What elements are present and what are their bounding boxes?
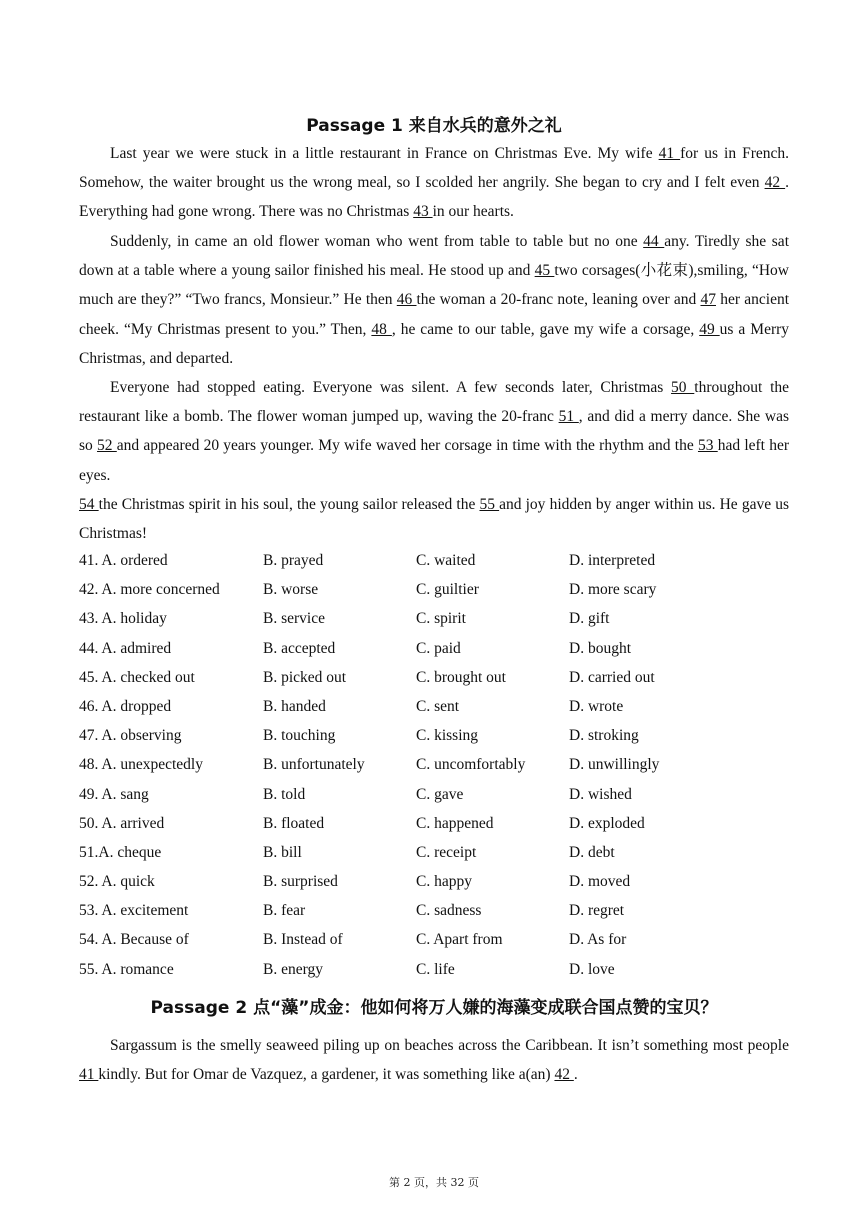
option-choice-c: C. brought out <box>416 668 506 686</box>
passage-text: any. Tiredly she sat down at a table where a young sailor finished his meal. He stood up and <box>79 233 789 280</box>
option-choice-c: C. paid <box>416 639 461 657</box>
blank-number: 55 <box>479 496 500 513</box>
option-row <box>79 637 789 666</box>
passage-text: kindly. But for Omar de Vazquez, a gardener, it was something like a(an) <box>98 1066 555 1084</box>
option-choice-b: B. unfortunately <box>263 756 365 774</box>
option-choice-a: 41. A. ordered <box>79 552 168 569</box>
blank-number: 42 <box>764 174 786 192</box>
option-choice-b: B. Instead of <box>263 931 343 949</box>
option-row <box>79 841 789 870</box>
option-row <box>79 783 789 812</box>
option-choice-a: 46. A. dropped <box>79 697 172 715</box>
option-choice-a: 52. A. quick <box>79 873 155 891</box>
option-choice-b: B. prayed <box>263 552 324 569</box>
passage-text: Everyone had stopped eating. Everyone was silent. A few seconds later, Christmas <box>110 379 672 396</box>
option-choice-d: D. wished <box>569 785 632 803</box>
option-choice-a: 55. A. romance <box>79 960 174 978</box>
option-choice-a: 45. A. checked out <box>79 668 195 686</box>
blank-number: 41 <box>658 145 681 162</box>
passage-text: Sargassum is the smelly seaweed piling up on beaches across the Caribbean. It isn’t something most people <box>110 1037 789 1054</box>
option-choice-c: C. spirit <box>416 610 466 628</box>
option-choice-d: D. interpreted <box>569 552 656 569</box>
option-choice-a: 51.A. cheque <box>79 843 162 861</box>
option-choice-d: D. wrote <box>569 697 624 715</box>
passage-1-paragraph-4 <box>79 490 789 548</box>
blank-number: 51 <box>558 408 579 426</box>
blank-number: 47 <box>700 291 716 309</box>
option-choice-c: C. happy <box>416 873 472 891</box>
option-choice-c: C. gave <box>416 785 464 803</box>
blank-number: 50 <box>671 379 695 396</box>
option-row <box>79 928 789 957</box>
passage-text: two corsages(小花束),smiling, “How much are they?” “Two francs, Monsieur.” He then <box>79 262 789 309</box>
option-row <box>79 549 789 578</box>
blank-number: 46 <box>396 291 417 309</box>
option-choice-b: B. energy <box>263 960 323 978</box>
option-choice-a: 48. A. unexpectedly <box>79 756 203 774</box>
blank-number: 43 <box>413 203 433 221</box>
option-choice-c: C. receipt <box>416 843 477 861</box>
option-choice-d: D. moved <box>569 873 631 891</box>
page-footer: 第 2 页，共 32 页 <box>389 1176 479 1189</box>
passage-text: throughout the restaurant like a bomb. The flower woman jumped up, waving the 20-franc <box>79 379 789 426</box>
answer-options-list <box>79 549 789 987</box>
passage-2-paragraph-1 <box>79 1031 789 1089</box>
option-choice-c: C. sent <box>416 697 460 715</box>
option-choice-c: C. life <box>416 960 455 978</box>
option-choice-a: 53. A. excitement <box>79 902 189 920</box>
passage-text: the woman a 20-franc note, leaning over and <box>416 291 701 309</box>
blank-number: 44 <box>643 233 665 250</box>
passage-text: her ancient cheek. “My Christmas present to you.” Then, <box>79 291 790 338</box>
passage-text: in our hearts. <box>432 203 514 221</box>
blank-number: 42 <box>554 1066 574 1084</box>
option-choice-d: D. debt <box>569 843 615 861</box>
passage-text: and appeared 20 years younger. My wife waved her corsage in time with the rhythm and the <box>116 437 698 455</box>
option-choice-d: D. unwillingly <box>569 756 660 774</box>
option-row <box>79 607 789 636</box>
passage-text: . Everything had gone wrong. There was no Christmas <box>79 174 789 221</box>
option-choice-d: D. gift <box>569 610 610 628</box>
passage-text: , and did a merry dance. She was so <box>79 408 789 455</box>
option-choice-b: B. worse <box>263 581 319 599</box>
option-choice-c: C. uncomfortably <box>416 756 526 774</box>
option-choice-b: B. service <box>263 610 325 628</box>
option-choice-b: B. floated <box>263 814 325 832</box>
blank-number: 52 <box>97 437 117 455</box>
blank-number: 45 <box>534 262 555 280</box>
option-choice-d: D. As for <box>569 931 627 949</box>
option-row <box>79 578 789 607</box>
option-choice-d: D. regret <box>569 902 625 920</box>
option-choice-b: B. picked out <box>263 668 347 686</box>
option-choice-c: C. happened <box>416 814 494 832</box>
option-row <box>79 958 789 987</box>
blank-number: 54 <box>79 496 99 513</box>
option-row <box>79 812 789 841</box>
option-choice-c: C. Apart from <box>416 931 503 949</box>
option-choice-c: C. sadness <box>416 902 482 920</box>
passage-text: Suddenly, in came an old flower woman who went from table to table but no one <box>110 233 644 250</box>
passage-text: had left her eyes. <box>79 437 790 484</box>
option-row <box>79 695 789 724</box>
passage-1-title: Passage 1 来自水兵的意外之礼 <box>306 116 562 136</box>
option-choice-c: C. kissing <box>416 727 479 745</box>
passage-text: and joy hidden by anger within us. He gave us Christmas! <box>79 496 789 543</box>
option-choice-d: D. bought <box>569 639 631 657</box>
option-choice-c: C. waited <box>416 552 476 569</box>
passage-1-paragraph-3 <box>79 373 789 490</box>
option-choice-a: 44. A. admired <box>79 639 172 657</box>
blank-number: 49 <box>699 320 720 338</box>
option-choice-b: B. surprised <box>263 873 338 891</box>
passage-text: , he came to our table, gave my wife a corsage, <box>391 320 700 338</box>
option-choice-a: 50. A. arrived <box>79 814 165 832</box>
option-row <box>79 666 789 695</box>
option-choice-a: 54. A. Because of <box>79 931 189 949</box>
option-choice-a: 43. A. holiday <box>79 610 167 628</box>
blank-number: 53 <box>697 437 718 455</box>
option-row <box>79 724 789 753</box>
passage-1-paragraph-1 <box>79 139 789 227</box>
option-choice-d: D. stroking <box>569 727 639 745</box>
option-choice-d: D. love <box>569 960 615 978</box>
option-choice-b: B. handed <box>263 697 326 715</box>
passage-2-title: Passage 2 点“藻”成金：他如何将万人嫌的海藻变成联合国点赞的宝贝？ <box>150 998 718 1018</box>
option-choice-b: B. fear <box>263 902 306 920</box>
passage-text: us a Merry Christmas, and departed. <box>79 320 790 367</box>
option-choice-b: B. told <box>263 785 306 803</box>
option-choice-b: B. bill <box>263 843 302 861</box>
passage-text: Last year we were stuck in a little restaurant in France on Christmas Eve. My wife <box>110 145 659 162</box>
passage-text: the Christmas spirit in his soul, the young sailor released the <box>98 496 480 513</box>
passage-1-paragraph-2 <box>79 227 789 373</box>
option-choice-b: B. accepted <box>263 639 336 657</box>
option-choice-d: D. more scary <box>569 581 657 599</box>
option-choice-a: 49. A. sang <box>79 785 149 803</box>
option-choice-a: 42. A. more concerned <box>79 581 220 599</box>
option-choice-d: D. carried out <box>569 668 655 686</box>
option-choice-b: B. touching <box>263 727 336 745</box>
option-choice-a: 47. A. observing <box>79 727 182 745</box>
option-choice-d: D. exploded <box>569 814 645 832</box>
blank-number: 41 <box>79 1066 99 1084</box>
option-row <box>79 870 789 899</box>
passage-text: . <box>573 1066 578 1084</box>
option-row <box>79 899 789 928</box>
passage-text: for us in French. Somehow, the waiter brought us the wrong meal, so I scolded her angrily. She began to cry and I felt even <box>79 145 789 192</box>
option-choice-c: C. guiltier <box>416 581 479 599</box>
blank-number: 48 <box>371 320 392 338</box>
option-row <box>79 753 789 782</box>
